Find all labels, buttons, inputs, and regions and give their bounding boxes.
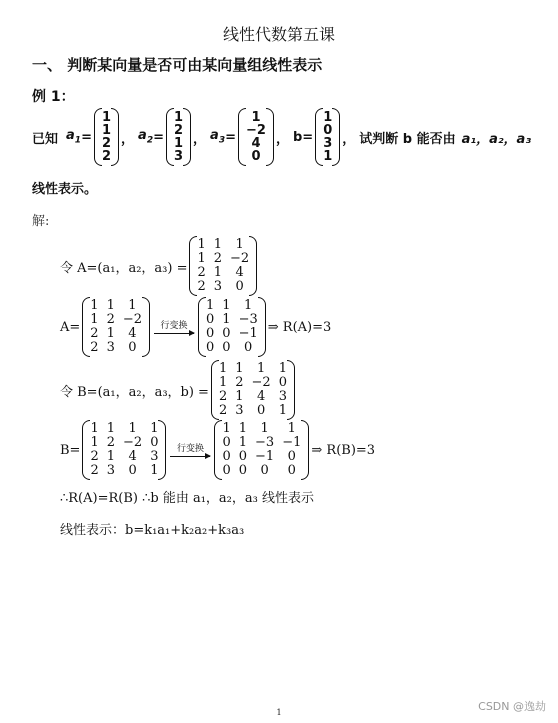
matrix-entry: 1 bbox=[278, 403, 287, 418]
step2-result-matrix bbox=[198, 297, 266, 357]
matrix-entry: 0 bbox=[235, 279, 244, 294]
a1-vector bbox=[94, 108, 119, 166]
matrix-entry: 2 bbox=[197, 265, 206, 280]
matrix-entry: 1 bbox=[235, 237, 244, 252]
a3-name: $a_3$ bbox=[210, 128, 226, 146]
matrix-entry: −2 bbox=[251, 375, 271, 390]
matrix-entry: 0 bbox=[260, 463, 269, 478]
matrix-entry: 1 bbox=[238, 435, 248, 450]
matrix-entry: −1 bbox=[282, 435, 302, 450]
matrix-entry: 1 bbox=[90, 435, 99, 450]
step4-matrix bbox=[82, 420, 166, 480]
matrix-entry: 1 bbox=[197, 251, 206, 266]
matrix-entry: 1 bbox=[244, 298, 253, 313]
step4-conclusion: ⇒ R(B)=3 bbox=[311, 442, 376, 458]
matrix-entry: 3 bbox=[235, 403, 244, 418]
step3-line bbox=[60, 360, 297, 420]
matrix-entry: 1 bbox=[128, 298, 137, 313]
matrix-entry: 1 bbox=[287, 421, 296, 436]
matrix-entry: −3 bbox=[255, 435, 275, 450]
matrix-entry: −2 bbox=[123, 435, 143, 450]
step2-matrix bbox=[82, 297, 150, 357]
problem-targets: a₁，a₂，a₃ bbox=[461, 131, 532, 147]
matrix-entry: 0 bbox=[222, 340, 231, 355]
matrix-entry: −1 bbox=[238, 326, 258, 341]
matrix-entry: 1 bbox=[206, 298, 215, 313]
matrix-entry: 0 bbox=[206, 340, 215, 355]
matrix-entry: 1 bbox=[213, 265, 223, 280]
therefore-line: ∴R(A)=R(B) ∴b 能由 a₁，a₂，a₃ 线性表示 bbox=[60, 491, 314, 506]
watermark: CSDN @逸劫 bbox=[478, 700, 546, 713]
matrix-entry: 2 bbox=[90, 449, 99, 464]
matrix-entry: 2 bbox=[106, 312, 115, 327]
arrow-label: 行变换 bbox=[160, 320, 188, 331]
matrix-entry: 3 bbox=[213, 279, 223, 294]
step2-prefix: A= bbox=[60, 319, 81, 335]
matrix-entry: 1 bbox=[213, 237, 223, 252]
representation-line: 线性表示：b=k₁a₁+k₂a₂+k₃a₃ bbox=[60, 523, 245, 538]
matrix-entry: 3 bbox=[106, 463, 116, 478]
matrix-entry: 4 bbox=[256, 389, 266, 404]
matrix-entry: 4 bbox=[235, 265, 244, 280]
arrow-label: 行变换 bbox=[176, 443, 204, 454]
a3-vector bbox=[238, 108, 274, 166]
step2-conclusion: ⇒ R(A)=3 bbox=[267, 319, 332, 335]
matrix-entry: 0 bbox=[222, 435, 231, 450]
matrix-entry: 1 bbox=[278, 361, 287, 376]
a2-entries: 1 2 1 3 bbox=[173, 110, 184, 164]
matrix-entry: 1 bbox=[106, 326, 115, 341]
b-name: b bbox=[292, 129, 303, 145]
matrix-entry: 0 bbox=[238, 449, 248, 464]
row-transform-arrow bbox=[154, 321, 194, 334]
matrix-entry: 3 bbox=[150, 449, 159, 464]
matrix-entry: 0 bbox=[256, 403, 266, 418]
a1-name: $a_1$ bbox=[66, 128, 82, 146]
matrix-entry: 2 bbox=[90, 326, 99, 341]
matrix-entry: 1 bbox=[106, 421, 116, 436]
matrix-entry: 0 bbox=[278, 375, 287, 390]
row-transform-arrow bbox=[170, 444, 210, 457]
step1-matrix bbox=[189, 236, 257, 296]
matrix-entry: 1 bbox=[197, 237, 206, 252]
matrix-entry: 0 bbox=[206, 326, 215, 341]
b-entries: 1 0 3 1 bbox=[323, 110, 333, 164]
matrix-entry: 1 bbox=[150, 463, 159, 478]
matrix-entry: 0 bbox=[244, 340, 253, 355]
matrix-entry: 0 bbox=[222, 449, 231, 464]
matrix-entry: 0 bbox=[222, 463, 231, 478]
matrix-entry: 3 bbox=[106, 340, 115, 355]
a3-entries: 1 −2 4 0 bbox=[246, 110, 266, 164]
matrix-entry: −2 bbox=[230, 251, 250, 266]
matrix-entry: 1 bbox=[218, 361, 228, 376]
matrix-entry: 1 bbox=[106, 298, 115, 313]
matrix-entry: 4 bbox=[128, 326, 137, 341]
matrix-entry: −1 bbox=[255, 449, 275, 464]
solution-label: 解: bbox=[32, 214, 50, 229]
matrix-entry: 2 bbox=[213, 251, 223, 266]
matrix-entry: 1 bbox=[90, 298, 99, 313]
a2-name: $a_2$ bbox=[138, 128, 154, 146]
problem-lead: 已知 bbox=[32, 131, 59, 147]
matrix-entry: 3 bbox=[278, 389, 287, 404]
matrix-entry: 2 bbox=[106, 435, 116, 450]
matrix-entry: 1 bbox=[150, 421, 159, 436]
matrix-entry: 1 bbox=[128, 421, 137, 436]
matrix-entry: 1 bbox=[235, 389, 244, 404]
matrix-entry: 2 bbox=[218, 389, 228, 404]
matrix-entry: 0 bbox=[222, 326, 231, 341]
matrix-entry: 0 bbox=[287, 449, 296, 464]
a2-vector bbox=[166, 108, 191, 166]
matrix-entry: 0 bbox=[150, 435, 159, 450]
step3-prefix: 令 B=(a₁，a₂，a₃，b) = bbox=[60, 384, 209, 400]
step1-line bbox=[60, 236, 259, 296]
matrix-entry: 1 bbox=[222, 298, 231, 313]
step4-line bbox=[60, 420, 375, 480]
matrix-entry: 2 bbox=[218, 403, 228, 418]
matrix-entry: 0 bbox=[238, 463, 248, 478]
step1-prefix: 令 A=(a₁，a₂，a₃) = bbox=[60, 260, 188, 276]
problem-continuation: 线性表示。 bbox=[32, 182, 98, 197]
matrix-entry: 1 bbox=[238, 421, 248, 436]
step2-line bbox=[60, 297, 331, 357]
matrix-entry: 0 bbox=[128, 463, 137, 478]
step4-result-matrix bbox=[214, 420, 309, 480]
matrix-entry: 2 bbox=[90, 463, 99, 478]
matrix-entry: 2 bbox=[235, 375, 244, 390]
matrix-entry: 1 bbox=[90, 312, 99, 327]
matrix-entry: 2 bbox=[197, 279, 206, 294]
matrix-entry: 1 bbox=[90, 421, 99, 436]
a1-entries: 1 1 2 2 bbox=[101, 110, 112, 164]
example-label: 例 1： bbox=[32, 89, 75, 105]
matrix-entry: 0 bbox=[128, 340, 137, 355]
matrix-entry: 1 bbox=[256, 361, 266, 376]
matrix-entry: 1 bbox=[235, 361, 244, 376]
problem-statement: 已知 $a_1$ = 1 1 2 2 ， $a_2$ = 1 2 1 3 ， $a_3$ = 1 −2 4 0 ， b = 1 0 3 1 ， 试判断 b 能否由 a₁，a₂，a₃ bbox=[32, 110, 532, 164]
matrix-entry: −3 bbox=[238, 312, 258, 327]
section-heading: 一、 判断某向量是否可由某向量组线性表示 bbox=[32, 56, 323, 74]
matrix-entry: 0 bbox=[287, 463, 296, 478]
matrix-entry: 1 bbox=[260, 421, 269, 436]
matrix-entry: 1 bbox=[222, 421, 231, 436]
page-number: 1 bbox=[276, 708, 282, 717]
step3-matrix bbox=[211, 360, 295, 420]
matrix-entry: 1 bbox=[218, 375, 228, 390]
problem-question: 试判断 b 能否由 bbox=[359, 131, 456, 147]
matrix-entry: 0 bbox=[206, 312, 215, 327]
matrix-entry: 4 bbox=[128, 449, 137, 464]
step4-prefix: B= bbox=[60, 442, 81, 458]
page-title: 线性代数第五课 bbox=[222, 25, 335, 44]
matrix-entry: −2 bbox=[122, 312, 143, 327]
matrix-entry: 1 bbox=[106, 449, 116, 464]
b-vector bbox=[315, 108, 340, 166]
matrix-entry: 2 bbox=[90, 340, 99, 355]
matrix-entry: 1 bbox=[222, 312, 231, 327]
